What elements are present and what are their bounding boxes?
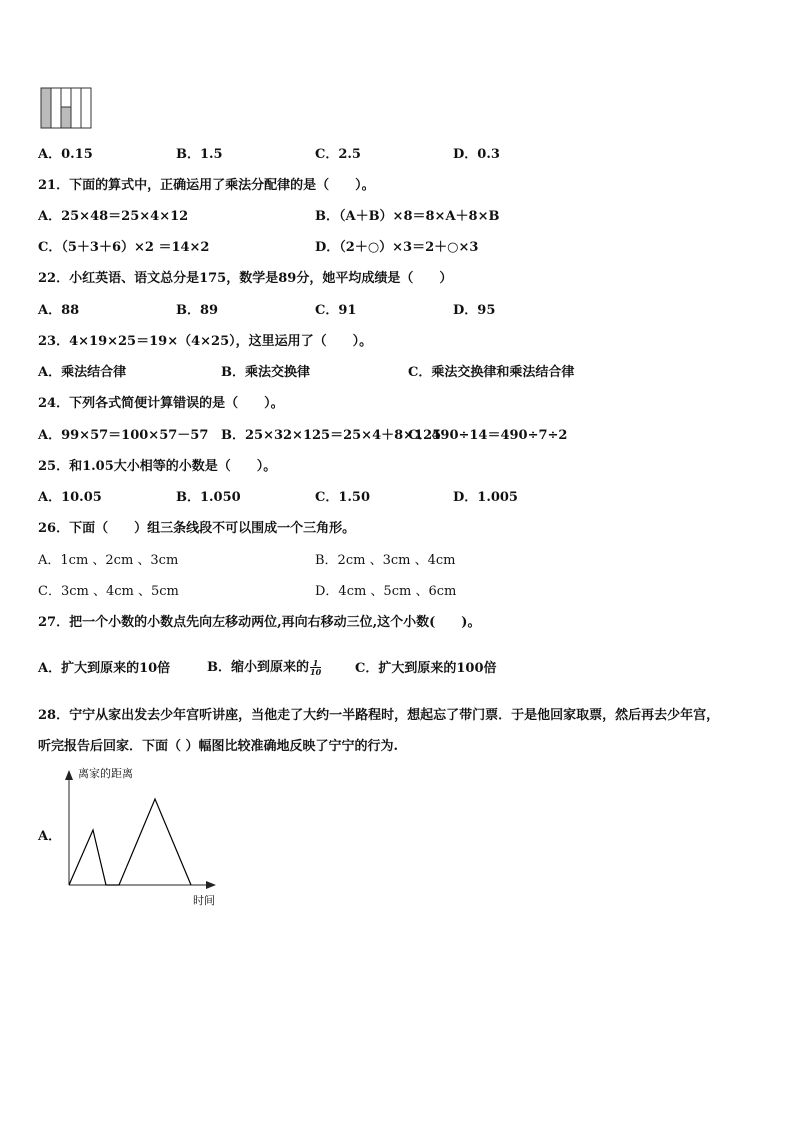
q28-question-text-line2: 听完报告后回家．下面（ ）幅图比较准确地反映了宁宁的行为.: [38, 739, 399, 754]
q25-option-d[interactable]: D．1.005: [453, 490, 518, 505]
q22-option-b[interactable]: B．89: [176, 303, 219, 318]
q26-option-a[interactable]: A．1cm 、2cm 、3cm: [38, 553, 179, 568]
q27-fraction-numerator: 1: [312, 658, 319, 668]
q24-option-a[interactable]: A．99×57＝100×57－57: [38, 428, 209, 443]
q26-option-d[interactable]: D．4cm 、5cm 、6cm: [315, 584, 457, 599]
q25-option-b[interactable]: B．1.050: [176, 490, 241, 505]
q21-option-b[interactable]: B．（A＋B）×8＝8×A＋8×B: [315, 209, 500, 224]
q20-option-b[interactable]: B．1.5: [176, 147, 223, 162]
q23-option-a[interactable]: A．乘法结合律: [38, 365, 127, 380]
q26-option-c[interactable]: C．3cm 、4cm 、5cm: [38, 584, 179, 599]
q23-option-c[interactable]: C．乘法交换律和乘法结合律: [408, 365, 575, 380]
q21-option-a[interactable]: A．25×48＝25×4×12: [38, 209, 189, 224]
q20-option-d[interactable]: D．0.3: [453, 147, 500, 162]
q23-question-text: 23．4×19×25＝19×（4×25），这里运用了（ ）。: [38, 334, 373, 349]
q24-option-c[interactable]: C．490÷14＝490÷7÷2: [408, 428, 568, 443]
distance-line: [69, 799, 191, 885]
q20-option-c[interactable]: C．2.5: [315, 147, 361, 162]
q28-question-text-line1: 28．宁宁从家出发去少年宫听讲座，当他走了大约一半路程时，想起忘了带门票．于是他回家取票，然后再去少年宫，: [38, 708, 720, 723]
q28-distance-time-graph: [60, 764, 230, 914]
q23-option-b[interactable]: B．乘法交换律: [221, 365, 310, 380]
q27-option-b-label: B．缩小到原来的: [207, 660, 309, 675]
y-axis-label: 离家的距离: [78, 767, 133, 780]
q20-rectangle-figure: [40, 87, 94, 131]
q22-option-c[interactable]: C．91: [315, 303, 357, 318]
q27-option-b[interactable]: [207, 655, 322, 681]
q24-question-text: 24．下列各式简便计算错误的是（ ）。: [38, 396, 284, 411]
q24-option-b[interactable]: B．25×32×125＝25×4＋8×125: [221, 428, 442, 443]
q22-question-text: 22．小红英语、语文总分是175，数学是89分，她平均成绩是（ ）: [38, 271, 453, 286]
q28-graph-option-a[interactable]: A．: [38, 829, 62, 844]
q21-option-c[interactable]: C．（5＋3＋6）×2 ＝14×2: [38, 240, 210, 255]
x-axis-label: 时间: [193, 894, 215, 907]
x-axis-arrow-icon: [206, 881, 216, 889]
q20-option-a[interactable]: A．0.15: [38, 147, 93, 162]
q25-option-a[interactable]: A．10.05: [38, 490, 102, 505]
q26-question-text: 26．下面（ ）组三条线段不可以围成一个三角形。: [38, 521, 356, 536]
q21-option-d[interactable]: D．（2＋○）×3＝2＋○×3: [315, 240, 479, 255]
q26-option-b[interactable]: B．2cm 、3cm 、4cm: [315, 553, 456, 568]
q27-option-a[interactable]: A．扩大到原来的10倍: [38, 661, 171, 676]
q21-question-text: 21．下面的算式中，正确运用了乘法分配律的是（ ）。: [38, 178, 375, 193]
q27-question-text: 27．把一个小数的小数点先向左移动两位,再向右移动三位,这个小数( )。: [38, 615, 481, 630]
y-axis-arrow-icon: [65, 770, 73, 780]
q22-option-a[interactable]: A．88: [38, 303, 80, 318]
q27-fraction-denominator: 10: [310, 667, 322, 677]
q27-option-c[interactable]: C．扩大到原来的100倍: [355, 661, 497, 676]
q25-question-text: 25．和1.05大小相等的小数是（ ）。: [38, 459, 277, 474]
q27-fraction: [310, 659, 321, 676]
q25-option-c[interactable]: C．1.50: [315, 490, 371, 505]
q22-option-d[interactable]: D．95: [453, 303, 496, 318]
